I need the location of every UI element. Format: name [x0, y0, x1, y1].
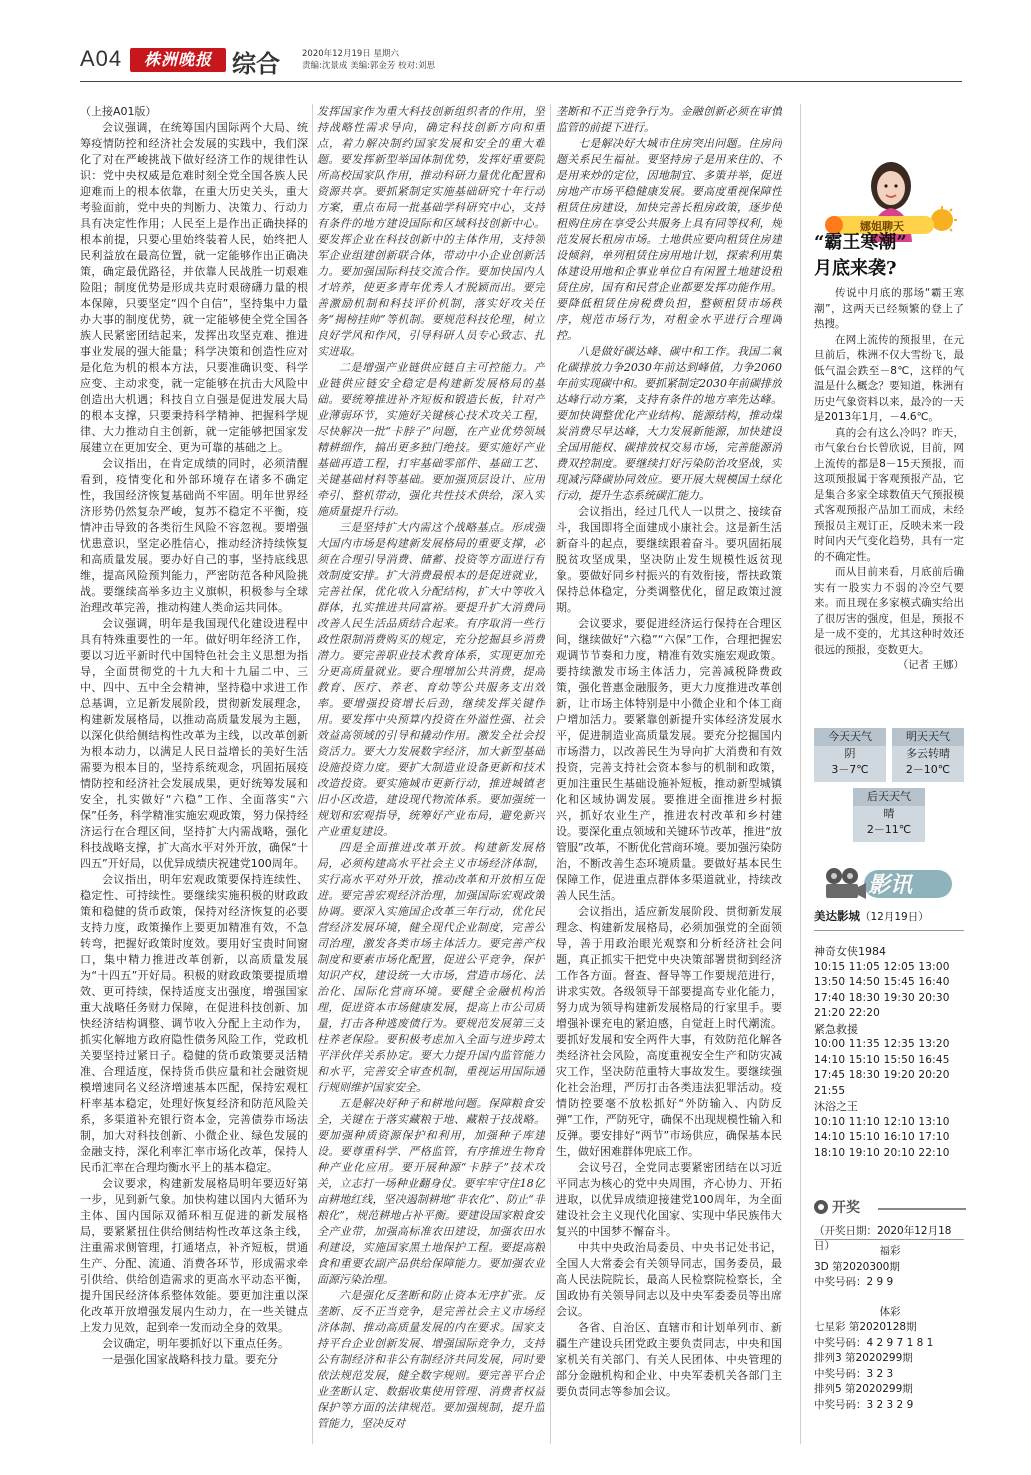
forecast-temp: 3－7℃	[831, 763, 869, 776]
paragraph: 发挥国家作为重大科技创新组织者的作用，坚持战略性需求导向，确定科技创新方向和重点，着力解决制约国家发展和安全的重大难题。要发挥新型举国体制优势，发挥好重要院所高校国家队作用，推动科研力量优化配置和资源共享。要抓紧制定实施基础研究十年行动方案，重点布局一批基础学科研究中心，支持有条件的地方建设国际和区域科技创新中心。要发挥企业在科技创新中的主体作用，支持领军企业组建创新联合体，带动中小企业创新活力。要加强国际科技交流合作。要加快国内人才培养，使更多青年优秀人才脱颖而出。要完善激励机制和科技评价机制，落实好攻关任务“揭榜挂帅”等机制。要规范科技伦理，树立良好学风和作风，引导科研人员专心致志、扎实进取。	[317, 105, 545, 358]
article-column-2	[317, 104, 545, 1449]
paragraph: 会议确定，明年要抓好以下重点任务。	[102, 1337, 289, 1350]
spacer	[814, 1291, 966, 1305]
weather-headline	[814, 230, 966, 282]
cinema-name	[814, 908, 929, 924]
page-number: A04	[80, 46, 123, 71]
cinema-date: （12月19日）	[860, 911, 929, 923]
divider	[814, 930, 964, 931]
headline-line: 月底来袭?	[814, 258, 897, 279]
lottery-category: 福彩	[879, 1245, 901, 1257]
paragraph: 垄断和不正当竞争行为。金融创新必须在审慎监管的前提下进行。	[556, 105, 782, 134]
article-column-3	[556, 104, 782, 1449]
divider	[814, 1239, 964, 1240]
lottery-issue: 七星彩 第2020128期	[814, 1321, 917, 1333]
editor-credits: 责编:沈景成 美编:郭金芳 校对:刘思	[302, 61, 435, 71]
lottery-results	[814, 1244, 966, 1413]
paragraph: 中共中央政治局委员、中央书记处书记，全国人大常委会有关领导同志，国务委员，最高人民法院院长，最高人民检察院检察长，全国政协有关领导同志以及中央军委委员等出席会议。	[556, 1241, 782, 1318]
byline: （记者 王娜）	[897, 659, 964, 671]
paragraph: 会议要求，要促进经济运行保持在合理区间，继续做好“六稳”“六保”工作，合理把握宏观调节节奏和力度，精准有效实施宏观政策。要持续激发市场主体活力，完善减税降费政策，强化普惠金融服务，更大力度推进改革创新，让市场主体特别是中小微企业和个体工商户增加活力。要紧靠创新提升实体经济发展水平，促进制造业高质量发展。要充分挖掘国内市场潜力，以改善民生为导向扩大消费和有效投资，完善支持社会资本参与的机制和政策，更加注重民生基础设施补短板，推动新型城镇化和区域协调发展。要推进全面推进乡村振兴，抓好农业生产，推进农村改革和乡村建设。要深化重点领域和关键环节改革，推进“放管服”改革，不断优化营商环境。要加强污染防治，不断改善生态环境质量。要做好基本民生保障工作，促进重点群体多渠道就业，持续改善人民生活。	[556, 617, 782, 902]
article-column-1	[80, 104, 308, 1449]
lottery-numbers: 中奖号码：3 2 3 2 9	[814, 1398, 914, 1411]
showtimes: 17:40 18:30 19:30 20:30	[814, 991, 950, 1004]
forecast-condition: 多云转晴	[906, 747, 950, 760]
forecast-temp: 2－11℃	[866, 823, 912, 836]
paragraph: 会议指出，在肯定成绩的同时，必须清醒看到，疫情变化和外部环境存在诸多不确定性，我国经济恢复基础尚不牢固。明年世界经济形势仍然复杂严峻，复苏不稳定不平衡，疫情冲击导致的各类衍生风险不容忽视。要增强忧患意识，坚定必胜信心，推动经济持续恢复和高质量发展。要办好自己的事，坚持底线思维，提高风险预判能力，严密防范各种风险挑战。要继续高举多边主义旗帜，积极参与全球治理改革完善，推动构建人类命运共同体。	[80, 457, 308, 614]
showtimes: 10:15 11:05 12:05 13:00	[814, 960, 950, 973]
bullet-icon	[814, 1200, 828, 1214]
lottery-header	[812, 1197, 967, 1219]
paragraph: 五是解决好种子和耕地问题。保障粮食安全，关键在于落实藏粮于地、藏粮于技战略。要加强种质资源保护和利用，加强种子库建设。要尊重科学、严格监管，有序推进生物育种产业化应用。要开展种源“卡脖子”技术攻关，立志打一场种业翻身仗。要牢牢守住18亿亩耕地红线，坚决遏制耕地“非农化”、防止“非粮化”，规范耕地占补平衡。要建设国家粮食安全产业带，加强高标准农田建设，加强农田水利建设，实施国家黑土地保护工程。要提高粮食和重要农副产品供给保障能力。要加强农业面源污染治理。	[317, 1097, 545, 1286]
section-title: 综合	[232, 49, 280, 78]
showtimes: 14:10 15:10 15:50 16:45	[814, 1053, 950, 1066]
weather-article	[814, 286, 964, 674]
continuation-note: （上接A01版）	[80, 105, 157, 118]
paragraph: 七是解决好大城市住房突出问题。住房问题关系民生福祉。要坚持房子是用来住的、不是用来炒的定位，因地制宜、多策并举，促进房地产市场平稳健康发展。要高度重视保障性租赁住房建设，加快完善长租房政策，逐步使租购住房在享受公共服务上具有同等权利，规范发展长租房市场。土地供应要向租赁住房建设倾斜，单列租赁住房用地计划，探索利用集体建设用地和企事业单位自有闲置土地建设租赁住房，国有和民营企业都要发挥功能作用。要降低租赁住房税费负担，整顿租赁市场秩序，规范市场行为，对租金水平进行合理调控。	[556, 137, 782, 342]
list-item	[814, 1099, 966, 1161]
divider	[878, 1208, 966, 1210]
paragraph: 六是强化反垄断和防止资本无序扩张。反垄断、反不正当竞争，是完善社会主义市场经济体制、推动高质量发展的内在要求。国家支持平台企业创新发展、增强国际竞争力，支持公有制经济和非公有制经济共同发展，同时要依法规范发展，健全数字规则。要完善平台企业垄断认定、数据收集使用管理、消费者权益保护等方面的法律规范。要加强规制，提升监管能力，坚决反对	[317, 1289, 545, 1430]
paragraph: 四是全面推进改革开放。构建新发展格局，必须构建高水平社会主义市场经济体制，实行高水平对外开放，推动改革和开放相互促进。要完善宏观经济治理，加强国际宏观政策协调。要深入实施国企改革三年行动，优化民营经济发展环境，健全现代企业制度，完善公司治理，激发各类市场主体活力。要完善产权制度和要素市场化配置，促进公平竞争，保护知识产权，建设统一大市场，营造市场化、法治化、国际化营商环境。要健全金融机构治理，促进资本市场健康发展，提高上市公司质量，打击各种逃废债行为。要规范发展第三支柱养老保险。要积极考虑加入全面与进步跨太平洋伙伴关系协定。要大力提升国内监管能力和水平，完善安全审查机制，重视运用国际通行规则维护国家安全。	[317, 841, 545, 1094]
masthead	[80, 44, 970, 80]
forecast-day: 今天天气	[814, 728, 886, 746]
list-item	[814, 944, 966, 1022]
showtimes: 21:55	[814, 1084, 846, 1097]
headline-line: “霸王寒潮”	[814, 232, 907, 253]
lottery-issue: 排列3 第2020299期	[814, 1352, 913, 1364]
movie-name: 沐浴之王	[814, 1100, 858, 1113]
column-divider	[550, 104, 551, 1444]
cinema-name-text: 美达影城	[814, 909, 860, 923]
paragraph: 会议指出，适应新发展阶段、贯彻新发展理念、构建新发展格局，必须加强党的全面领导，善于用政治眼光观察和分析经济社会问题，真正抓实干把党中央决策部署贯彻到经济工作各方面。督查、督导等工作要规范进行，讲求实效。各级领导干部要提高专业化能力，努力成为领导构建新发展格局的行家里手。要增强补课充电的紧迫感，自觉赶上时代潮流。要抓好发展和安全两件大事，有效防范化解各类经济社会风险，高度重视安全生产和防灾减灾工作，坚决防范重特大事故发生。要继续强化社会治理，严厉打击各类违法犯罪活动。疫情防控要毫不放松抓好“外防输入、内防反弹”工作，严防死守，确保不出现规模性输入和反弹。要安排好“两节”市场供应，确保基本民生，做好困难群体兜底工作。	[556, 905, 782, 1158]
lottery-numbers: 中奖号码：4 2 9 7 1 8 1	[814, 1336, 934, 1349]
forecast-condition: 晴	[883, 807, 895, 820]
forecast-today	[814, 728, 886, 782]
page-meta	[302, 48, 435, 72]
column-divider	[312, 104, 313, 1444]
column-divider	[800, 104, 801, 1444]
paragraph: 传说中月底的那场“霸王寒潮”，这两天已经频繁的登上了热搜。	[814, 287, 964, 330]
paragraph: 二是增强产业链供应链自主可控能力。产业链供应链安全稳定是构建新发展格局的基础。要统筹推进补齐短板和锻造长板，针对产业薄弱环节，实施好关键核心技术攻关工程，尽快解决一批“卡脖子”问题，在产业优势领域精耕细作，搞出更多独门绝技。要实施好产业基础再造工程，打牢基础零部件、基础工艺、关键基础材料等基础。要加强顶层设计、应用牵引、整机带动，强化共性技术供给，深入实施质量提升行动。	[317, 361, 545, 518]
forecast-day-after	[853, 788, 925, 842]
issue-date: 2020年12月19日 星期六	[302, 49, 399, 59]
paragraph: 一是强化国家战略科技力量。要充分	[102, 1353, 278, 1366]
paragraph: 会议要求，构建新发展格局明年要迈好第一步，见到新气象。加快构建以国内大循环为主体、国内国际双循环相互促进的新发展格局，要紧紧扭住供给侧结构性改革这条主线，注重需求侧管理，打通堵点，补齐短板，贯通生产、分配、流通、消费各环节，形成需求牵引供给、供给创造需求的更高水平动态平衡，提升国民经济体系整体效能。要更加注重以深化改革开放增强发展内生动力，在一些关键点上发力见效，起到牵一发而动全身的效果。	[80, 1177, 308, 1334]
paragraph: 会议指出，经过几代人一以贯之、接续奋斗，我国即将全面建成小康社会。这是新生活新奋斗的起点，要继续跟着奋斗。要巩固拓展脱贫攻坚成果，坚决防止发生规模性返贫现象。要做好同乡村振兴的有效衔接，帮扶政策保持总体稳定，分类调整优化，留足政策过渡期。	[556, 505, 782, 614]
forecast-temp: 2－10℃	[905, 763, 951, 776]
paragraph: 在网上流传的预报里，在元旦前后，株洲不仅大雪纷飞，最低气温会跌至－8℃，这样的气温是什么概念？要知道，株洲有历史气象资料以来，最冷的一天是2013年1月，－4.6℃。	[814, 333, 964, 423]
lottery-title: 开奖	[832, 1200, 860, 1216]
forecast-day: 后天天气	[853, 788, 925, 806]
lottery-issue: 排列5 第2020299期	[814, 1383, 913, 1395]
forecast-day: 明天天气	[892, 728, 964, 746]
showtimes: 13:50 14:50 15:45 16:40	[814, 976, 950, 988]
paragraph: 三是坚持扩大内需这个战略基点。形成强大国内市场是构建新发展格局的重要支撑，必须在合理引导消费、储蓄、投资等方面进行有效制度安排。扩大消费最根本的是促进就业，完善社保，优化收入分配结构，扩大中等收入群体，扎实推进共同富裕。要提升扩大消费同改善人民生活品质结合起来。有序取消一些行政性限制消费购买的规定，充分挖掘县乡消费潜力。要完善职业技术教育体系，实现更加充分更高质量就业。要合理增加公共消费，提高教育、医疗、养老、育幼等公共服务支出效率。要增强投资增长后劲，继续发挥关键作用。要发挥中央预算内投资在外溢性强、社会效益高领域的引导和撬动作用。激发全社会投资活力。要大力发展数字经济，加大新型基础设施投资力度。要扩大制造业设备更新和技术改造投资。要实施城市更新行动，推进城镇老旧小区改造，建设现代物流体系。要加强统一规划和宏观指导，统筹好产业布局，避免新兴产业重复建设。	[317, 521, 545, 838]
weather-column-logo: 娜姐聊天	[860, 220, 904, 233]
paragraph: 会议指出，明年宏观政策要保持连续性、稳定性、可持续性。要继续实施积极的财政政策和稳健的货币政策，保持对经济恢复的必要支持力度，政策操作上要更加精准有效，不急转弯，把握好政策时度效。要用好宝贵时间窗口，集中精力推进改革创新，以高质量发展为“十四五”开好局。积极的财政政策要提质增效、更可持续，保持适度支出强度，增强国家重大战略任务财力保障，在促进科技创新、加快经济结构调整、调节收入分配上主动作为，抓实化解地方政府隐性债务风险工作，党政机关要坚持过紧日子。稳健的货币政策要灵活精准、合理适度，保持货币供应量和社会融资规模增速同名义经济增速基本匹配，保持宏观杠杆率基本稳定，处理好恢复经济和防范风险关系，多渠道补充银行资本金，完善债券市场法制，加大对科技创新、小微企业、绿色发展的金融支持，深化利率汇率市场化改革，保持人民币汇率在合理均衡水平上的基本稳定。	[80, 873, 308, 1174]
paragraph: 会议号召，全党同志要紧密团结在以习近平同志为核心的党中央周围，齐心协力、开拓进取，以优异成绩迎接建党100周年，为全面建设社会主义现代化国家、实现中华民族伟大复兴的中国梦不懈奋斗。	[556, 1161, 782, 1238]
newspaper-logo: 株洲晚报	[130, 48, 226, 72]
lottery-issue: 3D 第2020300期	[814, 1260, 900, 1273]
forecast-tomorrow	[892, 728, 964, 782]
paragraph: 各省、自治区、直辖市和计划单列市、新疆生产建设兵团党政主要负责同志，中央和国家机关有关部门、有关人民团体、中央管理的部分金融机构和企业、中央军委机关各部门主要负责同志等参加会议。	[556, 1321, 782, 1398]
lottery-date: （开奖日期：2020年12月18日）	[814, 1225, 952, 1252]
showtimes: 21:20 22:20	[814, 1007, 881, 1019]
movie-list	[814, 944, 966, 1161]
paragraph: 会议强调，在统筹国内国际两个大局、统筹疫情防控和经济社会发展的实践中，我们深化了对在严峻挑战下做好经济工作的规律性认识：党中央权威是危难时刻全党全国各族人民迎难而上的根本依靠，在重大历史关头，重大考验面前，党中央的判断力、决策力、行动力具有决定性作用；人民至上是作出正确抉择的根本前提，只要心里始终装着人民，始终把人民利益放在最高位置，就一定能够作出正确决策，确定最优路径，并依靠人民战胜一切艰难险阻；制度优势是形成共克时艰磅礴力量的根本保障，只要坚定“四个自信”，坚持集中力量办大事的制度优势，就一定能够使全党全国各族人民紧密团结起来，发挥出攻坚克难、推进事业发展的强大能量；科学决策和创造性应对是化危为机的根本方法，只要准确识变、科学应变、主动求变，就一定能够在抗击大风险中创造出大机遇；科技自立自强是促进发展大局的根本支撑，只要秉持科学精神、把握科学规律、大力推动自主创新，就一定能够把国家发展建立在更加安全、更为可靠的基础之上。	[80, 121, 308, 454]
paragraph: 而从目前来看，月底前后确实有一股实力不弱的冷空气要来。而且现在多家模式确实给出了很厉害的强度，但是，预报不是一成不变的，尤其这种时效还很远的预报，变数更大。	[814, 566, 964, 656]
showtimes: 17:45 18:30 19:20 20:20	[814, 1069, 950, 1081]
forecast-condition: 阴	[844, 747, 856, 760]
masthead-rule	[80, 81, 962, 82]
paragraph: 会议强调，明年是我国现代化建设进程中具有特殊重要性的一年。做好明年经济工作，要以习近平新时代中国特色社会主义思想为指导，全面贯彻党的十九大和十九届二中、三中、四中、五中全会精神，坚持稳中求进工作总基调，立足新发展阶段，贯彻新发展理念，构建新发展格局，以推动高质量发展为主题，以深化供给侧结构性改革为主线，以改革创新为根本动力，以满足人民日益增长的美好生活需要为根本目的，坚持系统观念，巩固拓展疫情防控和经济社会发展成果，更好统筹发展和安全，扎实做好“六稳”工作、全面落实“六保”任务，科学精准实施宏观政策，努力保持经济运行在合理区间，坚持扩大内需战略，强化科技战略支撑，扩大高水平对外开放，确保“十四五”开好局，以优异成绩庆祝建党100周年。	[80, 617, 308, 870]
sidebar	[812, 104, 967, 1449]
showtimes: 18:10 19:10 20:10 22:10	[814, 1146, 950, 1159]
lottery-numbers: 中奖号码：3 2 3	[814, 1367, 894, 1380]
lottery-numbers: 中奖号码：2 9 9	[814, 1276, 894, 1288]
paragraph: 八是做好碳达峰、碳中和工作。我国二氧化碳排放力争2030年前达到峰值，力争2060年前实现碳中和。要抓紧制定2030年前碳排放达峰行动方案，支持有条件的地方率先达峰。要加快调整优化产业结构、能源结构，推动煤炭消费尽早达峰，大力发展新能源，加快建设全国用能权、碳排放权交易市场，完善能源消费双控制度。要继续打好污染防治攻坚战，实现减污降碳协同效应。要开展大规模国土绿化行动，提升生态系统碳汇能力。	[556, 345, 782, 502]
movie-name: 紧急救援	[814, 1022, 858, 1036]
cinema-banner-title: 影讯	[868, 872, 913, 898]
paragraph: 真的会有这么冷吗？昨天，市气象台台长曾欣说，目前，网上流传的都是8－15天预报，而这项预报属于客观预报产品，它是集合多家全球数值天气预报模式客观预报产品加工而成，未经预报员主观订正，反映未来一段时间内天气变化趋势，具有一定的不确定性。	[814, 426, 964, 563]
movie-name: 神奇女侠1984	[814, 945, 886, 958]
showtimes: 10:00 11:35 12:35 13:20	[814, 1038, 950, 1050]
showtimes: 10:10 11:10 12:10 13:10	[814, 1115, 950, 1128]
lottery-category: 体彩	[879, 1305, 901, 1318]
list-item	[814, 1022, 966, 1100]
showtimes: 14:10 15:10 16:10 17:10	[814, 1131, 950, 1143]
